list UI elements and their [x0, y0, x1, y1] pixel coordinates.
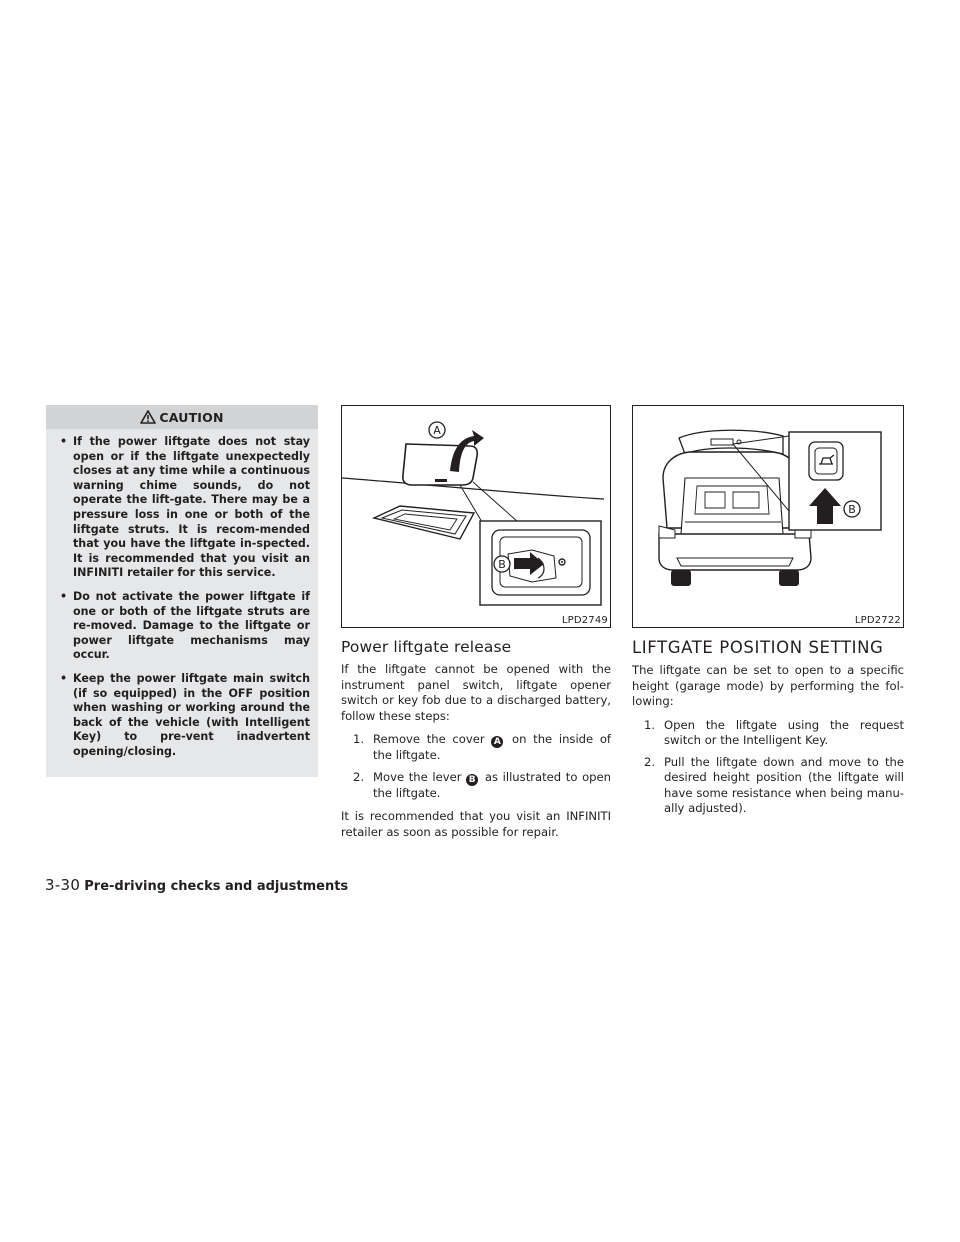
- intro-paragraph: If the liftgate cannot be opened with the instrument panel switch, liftgate opener switch or key fob due to a discharged battery, follow these steps:: [341, 662, 611, 723]
- step-item: 1. Remove the cover A on the inside of the liftgate.: [353, 732, 612, 762]
- section-heading: Power liftgate release: [341, 638, 512, 656]
- section-heading: LIFTGATE POSITION SETTING: [632, 638, 884, 657]
- caution-title: CAUTION: [159, 409, 224, 425]
- chapter-title: Pre-driving checks and adjustments: [84, 879, 349, 894]
- figure-code: LPD2749: [561, 615, 608, 626]
- vehicle-rear-illustration: [633, 406, 905, 627]
- caution-item: • Keep the power liftgate main switch (if so equipped) in the OFF position when washing or working around the back of the vehicle (with Intelligent Key) to pre-vent inadvertent opening/closing.: [60, 671, 310, 758]
- marker-b: B: [466, 774, 478, 786]
- caution-item: • Do not activate the power liftgate if one or both of the liftgate struts are re-moved. Damage to the liftgate or power liftgate mechanisms may occur.: [60, 589, 310, 662]
- figure-label-b: B: [848, 503, 856, 516]
- warning-icon: [140, 410, 156, 424]
- caution-column: [46, 405, 318, 777]
- release-column: [341, 405, 611, 848]
- step-item: 2. Pull the liftgate down and move to the desired height position (the liftgate will have some resistance when being manu-ally adjusted).: [644, 754, 904, 815]
- outro-paragraph: It is recommended that you visit an INFINITI retailer as soon as possible for repair.: [341, 809, 611, 839]
- step-list: [341, 732, 611, 801]
- release-figure: [341, 405, 611, 628]
- liftgate-cover-illustration: [342, 406, 612, 627]
- figure-label-a: A: [433, 424, 441, 437]
- intro-paragraph: The liftgate can be set to open to a specific height (garage mode) by performing the fol-lowing:: [632, 663, 904, 708]
- caution-box: [46, 405, 318, 777]
- figure-code: LPD2722: [854, 615, 901, 626]
- marker-a: A: [491, 736, 503, 748]
- page-footer: [45, 876, 348, 894]
- step-list: [632, 718, 904, 817]
- position-figure: [632, 405, 904, 628]
- caution-item: • If the power liftgate does not stay open or if the liftgate unexpectedly closes at any time while a continuous warning chime sounds, do not operate the lift-gate. There may be a pressure loss in one or both of the liftgate struts. It is recom-mended that you have the liftgate in-spected. It is recommended that you visit an INFINITI retailer for this service.: [60, 435, 310, 580]
- caution-list: [46, 429, 318, 759]
- figure-label-b: B: [498, 558, 506, 571]
- page-number: 3-30: [45, 876, 81, 894]
- caution-header: [46, 405, 318, 429]
- step-item: 1. Open the liftgate using the request switch or the Intelligent Key.: [644, 717, 904, 747]
- position-column: [632, 405, 904, 825]
- step-item: 2. Move the lever B as illustrated to open the liftgate.: [353, 769, 612, 800]
